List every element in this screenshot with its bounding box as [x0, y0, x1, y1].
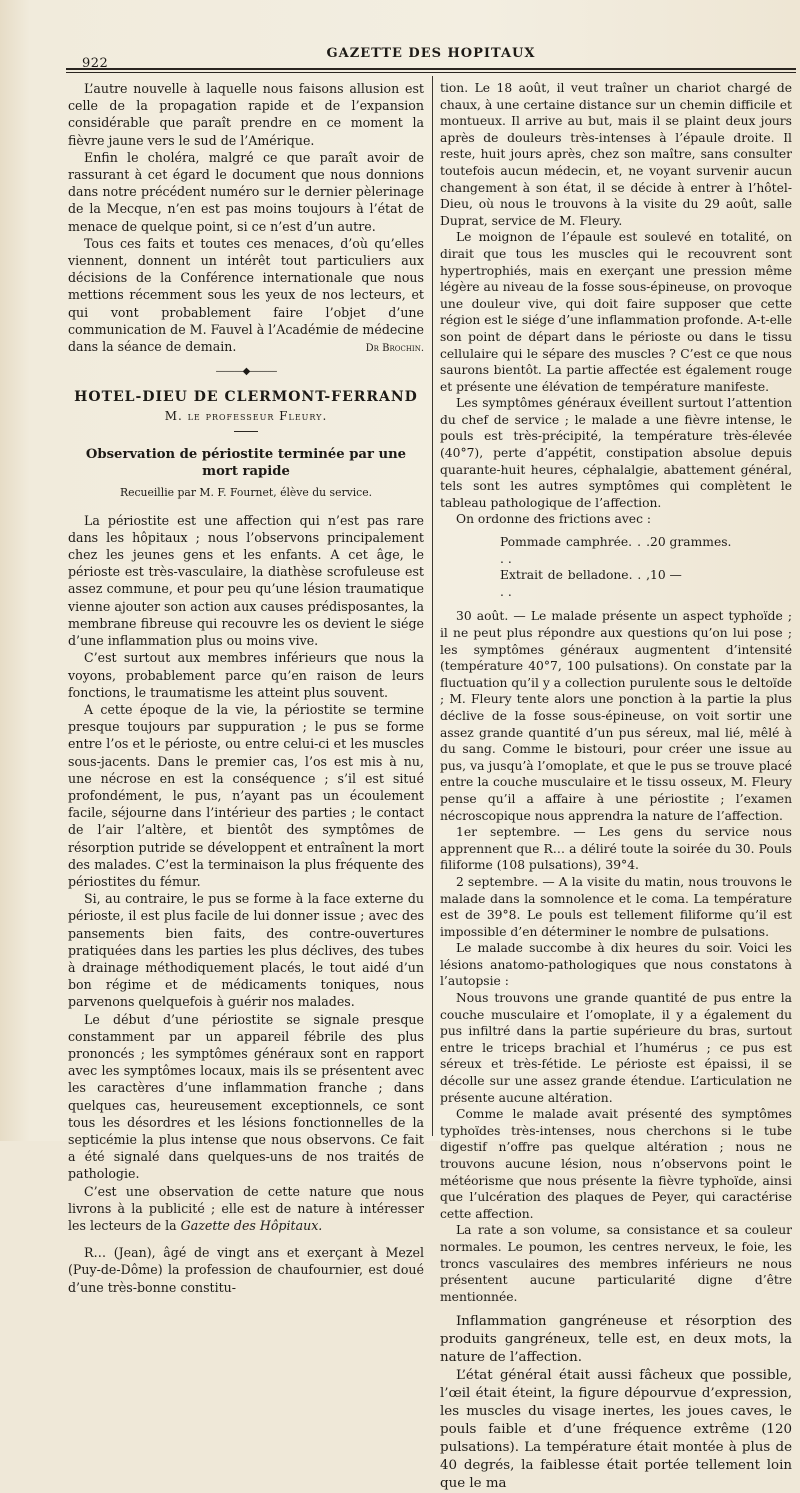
paragraph: tion. Le 18 août, il veut traîner un chariot chargé de chaux, à une certaine distance sur un chemin difficile et montueux. Il arrive au but, mais il se plaint deux jours après de douleurs très-intenses à l’épaule droite. Il reste, huit jours après, chez son maître, sans consulter toutefois aucun médecin, et, ne voyant survenir aucun changement à son état, il se décide à entrer à l’hôtel-Dieu, où nous le trouvons à la visite du 29 août, salle Duprat, service de M. Fleury. [440, 81, 792, 228]
paragraph: Inflammation gangréneuse et résorption des produits gangréneux, telle est, en deux mots, la nature de l’affection. [440, 1314, 792, 1366]
left-column [68, 80, 424, 1296]
paragraph: Si, au contraire, le pus se forme à la face externe du périoste, il est plus facile de lui donner issue ; avec des pansements bien faits, des contre-ouvertures pratiquées dans les parties les plus déclives, des tubes à drainage méthodiquement placés, le tout aidé d’un bon régime et de médicaments toniques, nous parvenons quelquefois à guérir nos malades. [68, 891, 424, 1010]
column-divider [432, 76, 433, 1136]
page-number: 922 [82, 56, 109, 71]
paragraph: 30 août. — Le malade présente un aspect typhoïde ; il ne peut plus répondre aux questions qu’on lui pose ; les symptômes généraux augmentent d’intensité (température 40°7, 100 pulsations). On constate par la fluctuation qu’il y a collection purulente sous le deltoïde ; M. Fleury tente alors une ponction à la partie la plus déclive de la fosse sous-épineuse, on voit sortir une assez grande quantité d’un pus séreux, mal lié, mêlé à du sang. Comme le bistouri, pour créer une issue au pus, va jusqu’à l’omoplate, et que le pus se trouve placé entre la couche musculaire et le tissu osseux, M. Fleury pense qu’il a affaire à une périostite ; l’examen nécroscopique nous apprendra la nature de l’affection. [440, 609, 792, 823]
paragraph-text: C’est une observation de cette nature que nous livrons à la publicité ; elle est de nature à intéresser les lecteurs de la [68, 1183, 424, 1233]
paragraph: La rate a son volume, sa consistance et sa couleur normales. Le poumon, les centres nerveux, le foie, les troncs vasculaires des membres inférieurs ne nous présentent aucune particularité digne d’être mentionnée. [440, 1223, 792, 1304]
prescription-item [440, 534, 792, 567]
header-rule-thick [66, 68, 796, 70]
paragraph: 2 septembre. — A la visite du matin, nous trouvons le malade dans la somnolence et le coma. La température est de 39°8. Le pouls est tellement filiforme qu’il est impossible d’en déterminer le nombre de pulsations. [440, 874, 792, 939]
paragraph: La périostite est une affection qui n’est pas rare dans les hôpitaux ; nous l’observons principalement chez les jeunes gens et les enfants. A cet âge, le périoste est très-vasculaire, la diathèse scrofuleuse est assez commune, et pour peu qu’une lésion traumatique vienne ajouter son action aux causes prédisposantes, la membrane fibreuse qui recouvre les os devient le siége d’une inflammation plus ou moins vive. [68, 512, 424, 649]
paragraph: Le malade succombe à dix heures du soir. Voici les lésions anatomo-pathologiques que nous constatons à l’autopsie : [440, 941, 792, 989]
paragraph: Tous ces faits et toutes ces menaces, d’où qu’elles viennent, donnent un intérêt tout particuliers aux décisions de la Conférence internationale que nous mettions récemment sous les yeux de nos lecteurs, et qui vont probablement faire l’objet d’une communication de M. Fauvel à l’Académie de médecine dans la séance de demain. [68, 235, 424, 355]
paragraph: R… (Jean), âgé de vingt ans et exerçant à Mezel (Puy-de-Dôme) la profession de chaufournier, est doué d’une très-bonne constitu- [68, 1245, 424, 1295]
prescription-list [440, 534, 792, 600]
paragraph: L’autre nouvelle à laquelle nous faisons allusion est celle de la propagation rapide et de l’expansion considérable que paraît prendre en ce moment la fièvre jaune vers le sud de l’Amérique. [68, 81, 424, 148]
paragraph: Nous trouvons une grande quantité de pus entre la couche musculaire et l’omoplate, il y a également du pus infiltré dans la partie supérieure du bras, surtout entre le triceps brachial et l’humérus ; ce pus est séreux et très-fétide. Le périoste est épaissi, il se décolle sur une assez grande étendue. L’articulation ne présente aucune altération. [440, 991, 792, 1105]
paragraph: On ordonne des frictions avec : [456, 512, 652, 527]
medication-quantity: 10 — [650, 568, 682, 583]
paragraph: C’est surtout aux membres inférieurs que nous la voyons, probablement parce qu’en raison de leurs fonctions, le traumatisme les atteint plus souvent. [68, 650, 424, 700]
paragraph: Le moignon de l’épaule est soulevé en totalité, on dirait que tous les muscles qui le recouvrent sont hypertrophiés, mais en exerçant une pression même légère au niveau de la fosse sous-épineuse, on provoque une douleur vive, qui doit faire supposer que cette région est le siége d’une inflammation profonde. A-t-elle son point de départ dans le périoste ou dans le tissu cellulaire qui le sépare des muscles ? C’est ce que nous saurons bientôt. La partie affectée est également rouge et présente une élévation de température manifeste. [440, 230, 792, 394]
hospital-title: HOTEL-DIEU DE CLERMONT-FERRAND [74, 388, 418, 405]
medication-name: Pommade camphrée. . . . . [500, 535, 650, 566]
short-rule [234, 431, 258, 432]
paragraph: A cette époque de la vie, la périostite se termine presque toujours par suppuration ; le pus se forme entre l’os et le périoste, ou entre celui-ci et les muscles sous-jacents. Dans le premier cas, l’os est mis à nu, une nécrose en est la conséquence ; s’il est situé profondément, le pus, n’ayant pas un écoulement facile, séjourne dans l’intérieur des parties ; le contact de l’air l’altère, et bientôt des symptômes de résorption putride se développent et entraînent la mort des malades. C’est la terminaison la plus fréquente des périostites du fémur. [68, 701, 424, 889]
byline: Recueillie par M. F. Fournet, élève du service. [119, 486, 373, 500]
ornament-divider: ———◆——— [215, 366, 277, 378]
paragraph: L’état général était aussi fâcheux que possible, l’œil était éteint, la figure dépourvue d’expression, les muscles du visage inertes, les joues caves, le pouls faible et d’une fréquence extrême (120 pulsations). La température était montée à plus de 40 degrés, la faiblesse était portée tellement loin que le ma [440, 1368, 792, 1492]
right-column [440, 80, 792, 1493]
author-signature: Dr Brochin. [365, 343, 424, 355]
paragraph: Enfin le choléra, malgré ce que paraît avoir de rassurant à cet égard le document que nous donnions dans notre précédent numéro sur le dernier pèlerinage de la Mecque, n’en est pas moins toujours à l’état de menace de quelque point, si ce n’est d’un autre. [68, 149, 424, 234]
medication-quantity: 20 grammes. [650, 535, 732, 550]
prescription-item [440, 567, 792, 600]
observation-title: Observation de périostite terminée par une mort rapide [85, 447, 407, 480]
header-rule-thin [66, 72, 796, 73]
paragraph [68, 1183, 424, 1235]
paragraph: Les symptômes généraux éveillent surtout l’attention du chef de service ; le malade a une fièvre intense, le pouls est très-précipité, la température très-élevée (40°7), perte d’appétit, constipation absolue depuis quarante-huit heures, céphalalgie, abattement général, tels sont les autres symptômes qui complètent le tableau pathologique de l’affection. [440, 396, 792, 510]
paragraph: Le début d’une périostite se signale presque constamment par un appareil fébrile des plus prononcés ; les symptômes généraux sont en rapport avec les symptômes locaux, mais ils se présentent avec les caractères d’une inflammation franche ; dans quelques cas, heureusement exceptionnels, ce sont tous les désordres et les lésions fonctionnelles de la septicémie la plus intense que nous observons. Ce fait a été signalé dans quelques-uns de nos traités de pathologie. [68, 1011, 424, 1182]
paragraph: Comme le malade avait présenté des symptômes typhoïdes très-intenses, nous cherchons si le tube digestif n’offre pas quelque altération ; nous ne trouvons aucune lésion, nous n’observons point le météorisme que nous présente la fièvre typhoïde, ainsi que l’ulcération des plaques de Peyer, qui caractérise cette affection. [440, 1107, 792, 1221]
medication-name: Extrait de belladone. . , . . [500, 568, 650, 599]
journal-title: GAZETTE DES HOPITAUX [326, 46, 536, 61]
professor-line: M. le professeur Fleury. [164, 408, 328, 423]
paragraph: 1er septembre. — Les gens du service nous apprennent que R… a déliré toute la soirée du 30. Pouls filiforme (108 pulsations), 39°4. [440, 825, 792, 873]
journal-name: Gazette des Hôpitaux. [180, 1218, 323, 1233]
